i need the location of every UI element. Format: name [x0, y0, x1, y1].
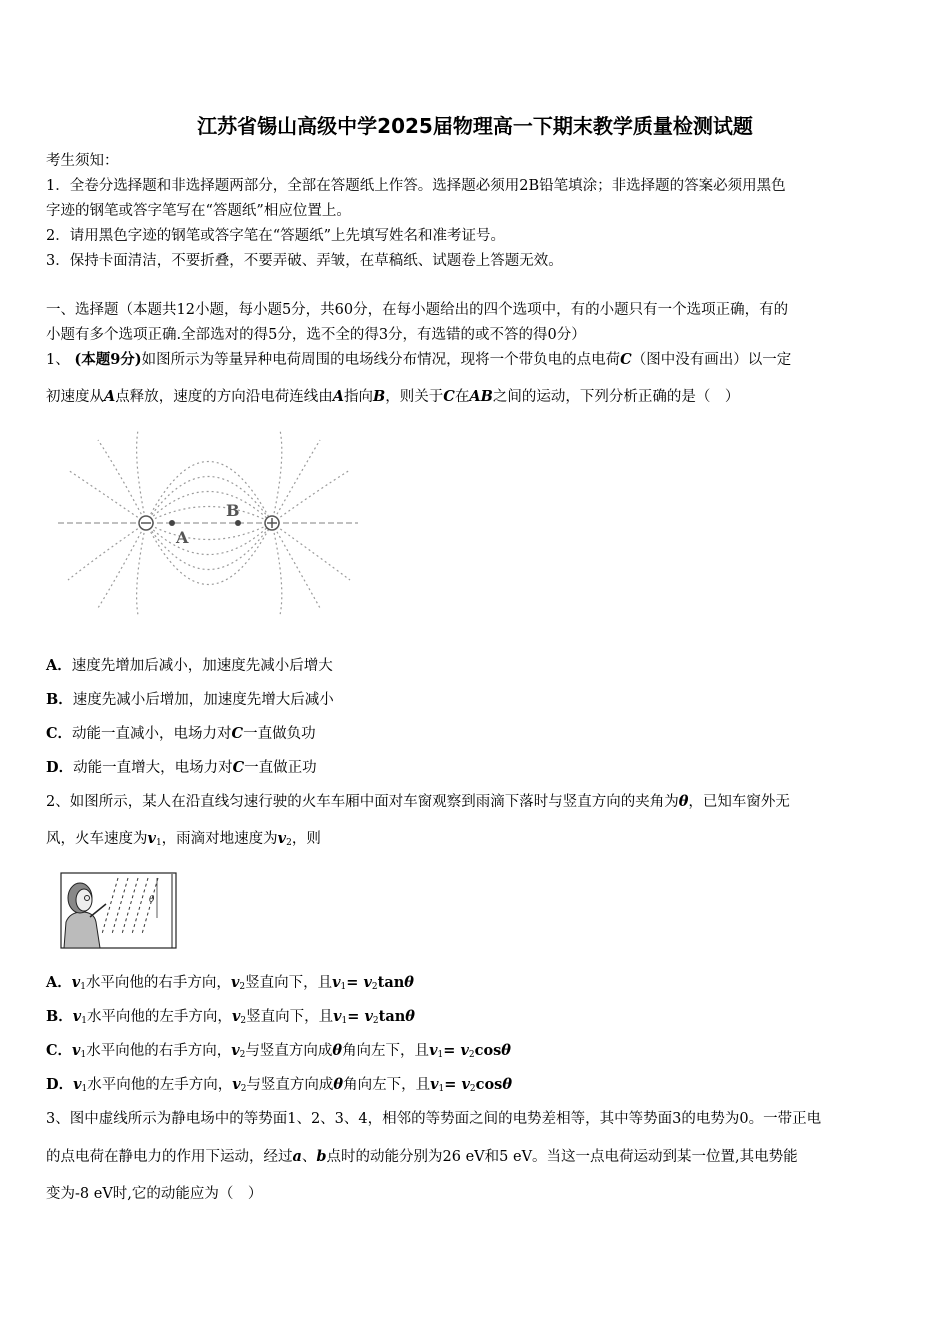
q2-c-v1: v: [72, 1042, 81, 1059]
q2-c-theta-1: θ: [332, 1042, 343, 1059]
q1-var-ab: AB: [469, 388, 493, 405]
q1-var-a: A: [104, 388, 116, 405]
q2-b-v1-sub: 1: [81, 1016, 87, 1026]
q1-text-6: ，则关于: [385, 389, 444, 405]
q2-option-a-text-2: 竖直向下，且: [245, 975, 333, 991]
q3-sep: 、: [301, 1149, 317, 1165]
electric-field-lines-figure: [58, 430, 368, 615]
q2-v2-sub: 2: [286, 838, 292, 848]
q2-b-v2-sub: 2: [240, 1016, 247, 1026]
q1-option-d: [46, 757, 908, 779]
q2-option-d-text-1: 水平向他的左手方向，: [87, 1077, 233, 1093]
q2-c-eq-v2: v: [460, 1042, 469, 1059]
point-a-marker: [169, 520, 175, 526]
q2-c-v1-sub: 1: [80, 1050, 87, 1060]
section-instruction-2: 小题有多个选项正确.全部选对的得5分，选不全的得3分，有选错的或不答的得0分）: [46, 327, 586, 343]
q2-d-v1: v: [73, 1076, 82, 1093]
q1-var-b: B: [373, 388, 386, 405]
q2-d-eq: =: [444, 1076, 462, 1093]
q1-var-c: C: [620, 351, 632, 368]
q2-option-c-label: C．: [46, 1042, 73, 1059]
q2-text-5: ，则: [291, 831, 321, 847]
figure-theta-label: θ: [149, 895, 155, 905]
q3-line-2: [46, 1146, 908, 1168]
q2-a-v1-sub: 1: [80, 982, 86, 992]
q2-b-theta: θ: [405, 1008, 415, 1025]
q2-a-theta: θ: [404, 974, 414, 991]
q1-option-d-text-1: 动能一直增大，电场力对: [73, 760, 233, 776]
q1-var-c-2: C: [443, 388, 455, 405]
q2-a-eq-v1: v: [332, 974, 341, 991]
q3-var-b: b: [316, 1148, 327, 1165]
q2-c-eq-v1: v: [429, 1042, 438, 1059]
q2-d-v1-sub: 1: [81, 1084, 88, 1094]
q2-b-v1: v: [72, 1008, 82, 1025]
q2-text-4: ，雨滴对地速度为: [161, 831, 278, 847]
q2-option-b-text-2: 竖直向下，且: [246, 1009, 334, 1025]
q2-a-eq: =: [346, 974, 364, 991]
q2-option-b: [46, 1006, 908, 1032]
q1-option-a-label: A．: [46, 657, 72, 674]
q1-text-2: （图中没有画出）以一定: [631, 352, 792, 368]
q1-option-c-var: C: [231, 725, 244, 742]
figure-label-a: A: [176, 528, 189, 547]
q2-b-eq-v1: v: [333, 1008, 342, 1025]
q2-v2: v: [277, 830, 287, 847]
q2-v1-sub: 1: [155, 838, 162, 848]
q1-text-3: 初速度从: [46, 389, 104, 405]
q2-b-eq-v2-sub: 2: [372, 1016, 379, 1026]
page-title: 江苏省锡山高级中学2025届物理高一下期末教学质量检测试题: [197, 114, 753, 138]
q2-c-eq: =: [443, 1042, 461, 1059]
q2-a-eq-v2-sub: 2: [371, 982, 378, 992]
q2-v1: v: [147, 830, 156, 847]
q1-text-4: 点释放，速度的方向沿电荷连线由: [115, 389, 333, 405]
q1-option-c-text-2: 一直做负功: [243, 726, 316, 742]
q2-option-d-text-2: 与竖直方向成: [246, 1077, 334, 1093]
q2-c-eq-v1-sub: 1: [437, 1050, 444, 1060]
q2-line-2: [46, 828, 908, 854]
notice-item-1b: 字迹的钢笔或答字笔写在“答题纸”相应位置上。: [46, 203, 351, 219]
q2-option-a: [46, 972, 908, 998]
q1-text-8: 之间的运动，下列分析正确的是（ ）: [492, 389, 740, 405]
q2-c-v2-sub: 2: [239, 1050, 246, 1060]
q1-var-a-2: A: [332, 388, 345, 405]
q2-b-tan: tan: [378, 1008, 406, 1025]
q1-text-5: 指向: [344, 389, 374, 405]
q2-text-3: 风，火车速度为: [46, 831, 148, 847]
q2-d-eq-v1-sub: 1: [438, 1084, 445, 1094]
q3-text-2: 点时的动能分别为26 eV和5 eV。当这一点电荷运动到某一位置,其电势能: [326, 1149, 798, 1165]
q2-a-eq-v2: v: [363, 974, 372, 991]
q2-line-1: [46, 791, 908, 813]
q2-d-cos: cos: [475, 1076, 503, 1093]
q2-b-eq-v2: v: [364, 1008, 373, 1025]
q2-option-b-text-1: 水平向他的左手方向，: [86, 1009, 232, 1025]
q2-option-d: [46, 1074, 908, 1100]
q2-a-tan: tan: [377, 974, 405, 991]
q1-option-b: [46, 689, 908, 711]
q2-b-v2: v: [231, 1008, 241, 1025]
q2-d-v2: v: [232, 1076, 241, 1093]
q1-option-c-label: C．: [46, 725, 73, 742]
q1-line-1: [46, 349, 908, 371]
q3-text-1: 的点电荷在静电力的作用下运动，经过: [46, 1149, 293, 1165]
q2-d-eq-v1: v: [430, 1076, 439, 1093]
q2-option-c-text-1: 水平向他的右手方向，: [86, 1043, 232, 1059]
q2-c-theta-2: θ: [501, 1042, 511, 1059]
q2-c-eq-v2-sub: 2: [468, 1050, 475, 1060]
q1-text-1: 如图所示为等量异种电荷周围的电场线分布情况，现将一个带负电的点电荷: [141, 352, 621, 368]
q1-option-c-text-1: 动能一直减小，电场力对: [72, 726, 232, 742]
q1-option-b-label: B．: [46, 691, 73, 708]
q1-option-c: [46, 723, 908, 745]
q1-option-a: [46, 655, 908, 677]
q2-d-eq-v2: v: [461, 1076, 470, 1093]
q2-text-2: ，已知车窗外无: [688, 794, 790, 810]
q2-theta: θ: [678, 793, 689, 810]
q1-line-2: [46, 386, 908, 408]
notice-item-3: 3．保持卡面清洁，不要折叠，不要弄破、弄皱，在草稿纸、试题卷上答题无效。: [46, 253, 563, 269]
q2-option-c-text-2: 与竖直方向成: [245, 1043, 333, 1059]
q1-option-d-text-2: 一直做正功: [244, 760, 317, 776]
q2-option-a-text-1: 水平向他的右手方向，: [85, 975, 231, 991]
q1-option-d-var: C: [232, 759, 245, 776]
q2-b-eq: =: [347, 1008, 365, 1025]
q2-a-v2: v: [230, 974, 240, 991]
q1-text-7: 在: [454, 389, 470, 405]
q1-option-a-text: 速度先增加后减小，加速度先减小后增大: [71, 658, 333, 674]
q2-a-eq-v1-sub: 1: [340, 982, 347, 992]
q2-option-d-label: D．: [46, 1076, 74, 1093]
q2-option-a-label: A．: [46, 974, 72, 991]
q2-d-theta-2: θ: [502, 1076, 512, 1093]
q2-text-1: 2、如图所示，某人在沿直线匀速行驶的火车车厢中面对车窗观察到雨滴下落时与竖直方向的夹角为: [46, 794, 679, 810]
figure-label-b: B: [226, 501, 240, 520]
q2-d-eq-v2-sub: 2: [469, 1084, 476, 1094]
q3-var-a: a: [292, 1148, 302, 1165]
q2-c-v2: v: [231, 1042, 240, 1059]
q2-option-c: [46, 1040, 908, 1066]
notice-item-2: 2．请用黑色字迹的钢笔或答字笔在“答题纸”上先填写姓名和准考证号。: [46, 228, 506, 244]
section-instruction-1: 一、选择题（本题共12小题，每小题5分，共60分，在每小题给出的四个选项中，有的小题只有一个选项正确，有的: [46, 302, 789, 318]
train-window-figure: [60, 872, 178, 950]
notice-heading: 考生须知：: [46, 153, 119, 169]
q2-a-v2-sub: 2: [239, 982, 246, 992]
q3-line-1: 3、图中虚线所示为静电场中的等势面1、2、3、4，相邻的等势面之间的电势差相等，其中等势面3的电势为0。一带正电: [46, 1111, 822, 1127]
q2-option-c-text-3: 角向左下，且: [342, 1043, 430, 1059]
q2-a-v1: v: [71, 974, 81, 991]
point-b-marker: [235, 520, 241, 526]
q1-option-b-text: 速度先减小后增加，加速度先增大后减小: [72, 692, 334, 708]
q2-d-v2-sub: 2: [240, 1084, 247, 1094]
notice-item-1a: 1．全卷分选择题和非选择题两部分，全部在答题纸上作答。选择题必须用2B铅笔填涂；非选择题的答案必须用黑色: [46, 178, 786, 194]
q3-line-3: 变为-8 eV时,它的动能应为（ ）: [46, 1186, 263, 1202]
q2-option-d-text-3: 角向左下，且: [343, 1077, 431, 1093]
q2-c-cos: cos: [474, 1042, 502, 1059]
q1-option-d-label: D．: [46, 759, 74, 776]
q1-score: (本题9分): [74, 351, 142, 368]
q2-d-theta-1: θ: [333, 1076, 344, 1093]
q2-option-b-label: B．: [46, 1008, 73, 1025]
q2-b-eq-v1-sub: 1: [341, 1016, 348, 1026]
q1-number: 1、: [46, 352, 70, 368]
